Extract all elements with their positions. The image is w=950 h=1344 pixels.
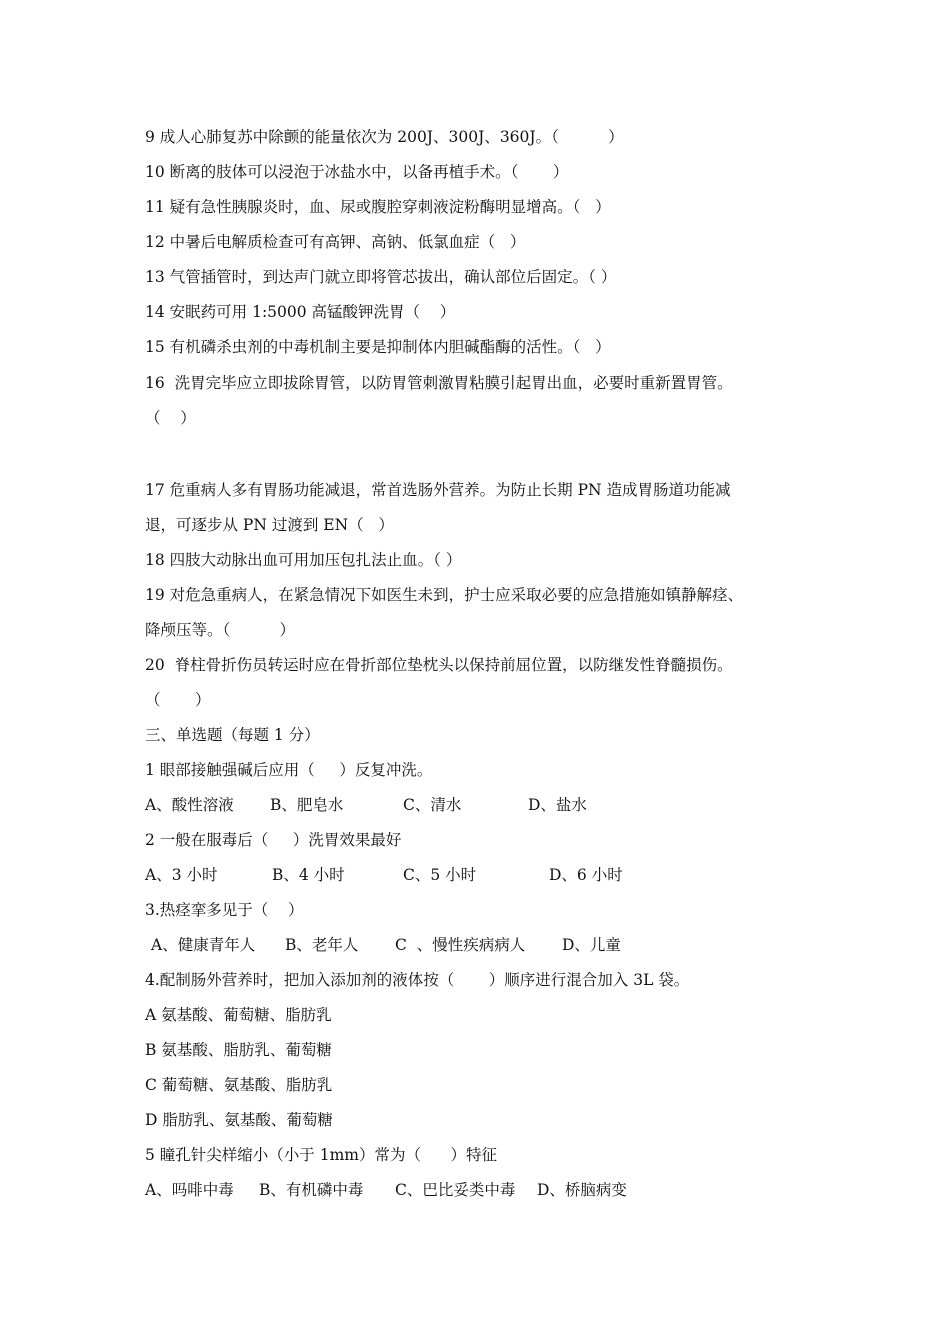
- question-10: 10 断离的肢体可以浸泡于冰盐水中，以备再植手术。（ ）: [145, 163, 569, 181]
- mc4-option-c: C 葡萄糖、氨基酸、脂肪乳: [145, 1076, 333, 1094]
- question-17-cont: 退，可逐步从 PN 过渡到 EN（ ）: [145, 516, 394, 534]
- mc2-option-c: C、5 小时: [403, 866, 477, 884]
- mc4-option-a: A 氨基酸、葡萄糖、脂肪乳: [145, 1006, 332, 1024]
- question-20-cont: （ ）: [145, 691, 211, 709]
- question-9: 9 成人心肺复苏中除颤的能量依次为 200J、300J、360J。（ ）: [145, 128, 624, 146]
- question-14: 14 安眠药可用 1:5000 高锰酸钾洗胃（ ）: [145, 303, 456, 321]
- question-12: 12 中暑后电解质检查可有高钾、高钠、低氯血症（ ）: [145, 233, 526, 251]
- section-title: 三、单选题（每题 1 分）: [145, 726, 320, 744]
- mc3-option-a: A、健康青年人: [151, 936, 256, 954]
- mc-question-1: 1 眼部接触强碱后应用（ ）反复冲洗。: [145, 761, 433, 779]
- mc-question-5: 5 瞳孔针尖样缩小（小于 1mm）常为（ ）特征: [145, 1146, 498, 1164]
- mc3-option-c: C 、慢性疾病病人: [395, 936, 526, 954]
- question-16: 16 洗胃完毕应立即拔除胃管，以防胃管刺激胃粘膜引起胃出血，必要时重新置胃管。: [145, 374, 733, 392]
- mc2-option-a: A、3 小时: [145, 866, 218, 884]
- mc5-option-d: D、桥脑病变: [537, 1181, 627, 1199]
- mc1-option-c: C、清水: [403, 796, 462, 814]
- question-18: 18 四肢大动脉出血可用加压包扎法止血。（ ）: [145, 551, 462, 569]
- mc5-option-b: B、有机磷中毒: [259, 1181, 364, 1199]
- question-13: 13 气管插管时，到达声门就立即将管芯拔出，确认部位后固定。（ ）: [145, 268, 617, 286]
- mc5-option-a: A、吗啡中毒: [145, 1181, 234, 1199]
- mc-question-4: 4.配制肠外营养时，把加入添加剂的液体按（ ）顺序进行混合加入 3L 袋。: [145, 971, 690, 989]
- question-11: 11 疑有急性胰腺炎时，血、尿或腹腔穿刺液淀粉酶明显增高。（ ）: [145, 198, 611, 216]
- question-20: 20 脊柱骨折伤员转运时应在骨折部位垫枕头以保持前屈位置，以防继发性脊髓损伤。: [145, 656, 733, 674]
- mc4-option-b: B 氨基酸、脂肪乳、葡萄糖: [145, 1041, 332, 1059]
- mc3-option-d: D、儿童: [562, 936, 621, 954]
- question-16-cont: （ ）: [145, 409, 196, 427]
- mc-question-3: 3.热痉挛多见于（ ）: [145, 901, 304, 919]
- mc2-option-d: D、6 小时: [549, 866, 623, 884]
- mc2-option-b: B、4 小时: [272, 866, 345, 884]
- question-19-cont: 降颅压等。（ ）: [145, 621, 296, 639]
- mc4-option-d: D 脂肪乳、氨基酸、葡萄糖: [145, 1111, 333, 1129]
- question-19: 19 对危急重病人，在紧急情况下如医生未到，护士应采取必要的应急措施如镇静解痉、: [145, 586, 744, 604]
- mc1-option-d: D、盐水: [528, 796, 587, 814]
- question-15: 15 有机磷杀虫剂的中毒机制主要是抑制体内胆碱酯酶的活性。（ ）: [145, 338, 611, 356]
- mc3-option-b: B、老年人: [285, 936, 359, 954]
- mc5-option-c: C、巴比妥类中毒: [395, 1181, 516, 1199]
- question-17: 17 危重病人多有胃肠功能减退，常首选肠外营养。为防止长期 PN 造成胃肠道功能减: [145, 481, 731, 499]
- mc1-option-a: A、酸性溶液: [145, 796, 234, 814]
- mc-question-2: 2 一般在服毒后（ ）洗胃效果最好: [145, 831, 402, 849]
- mc1-option-b: B、肥皂水: [270, 796, 344, 814]
